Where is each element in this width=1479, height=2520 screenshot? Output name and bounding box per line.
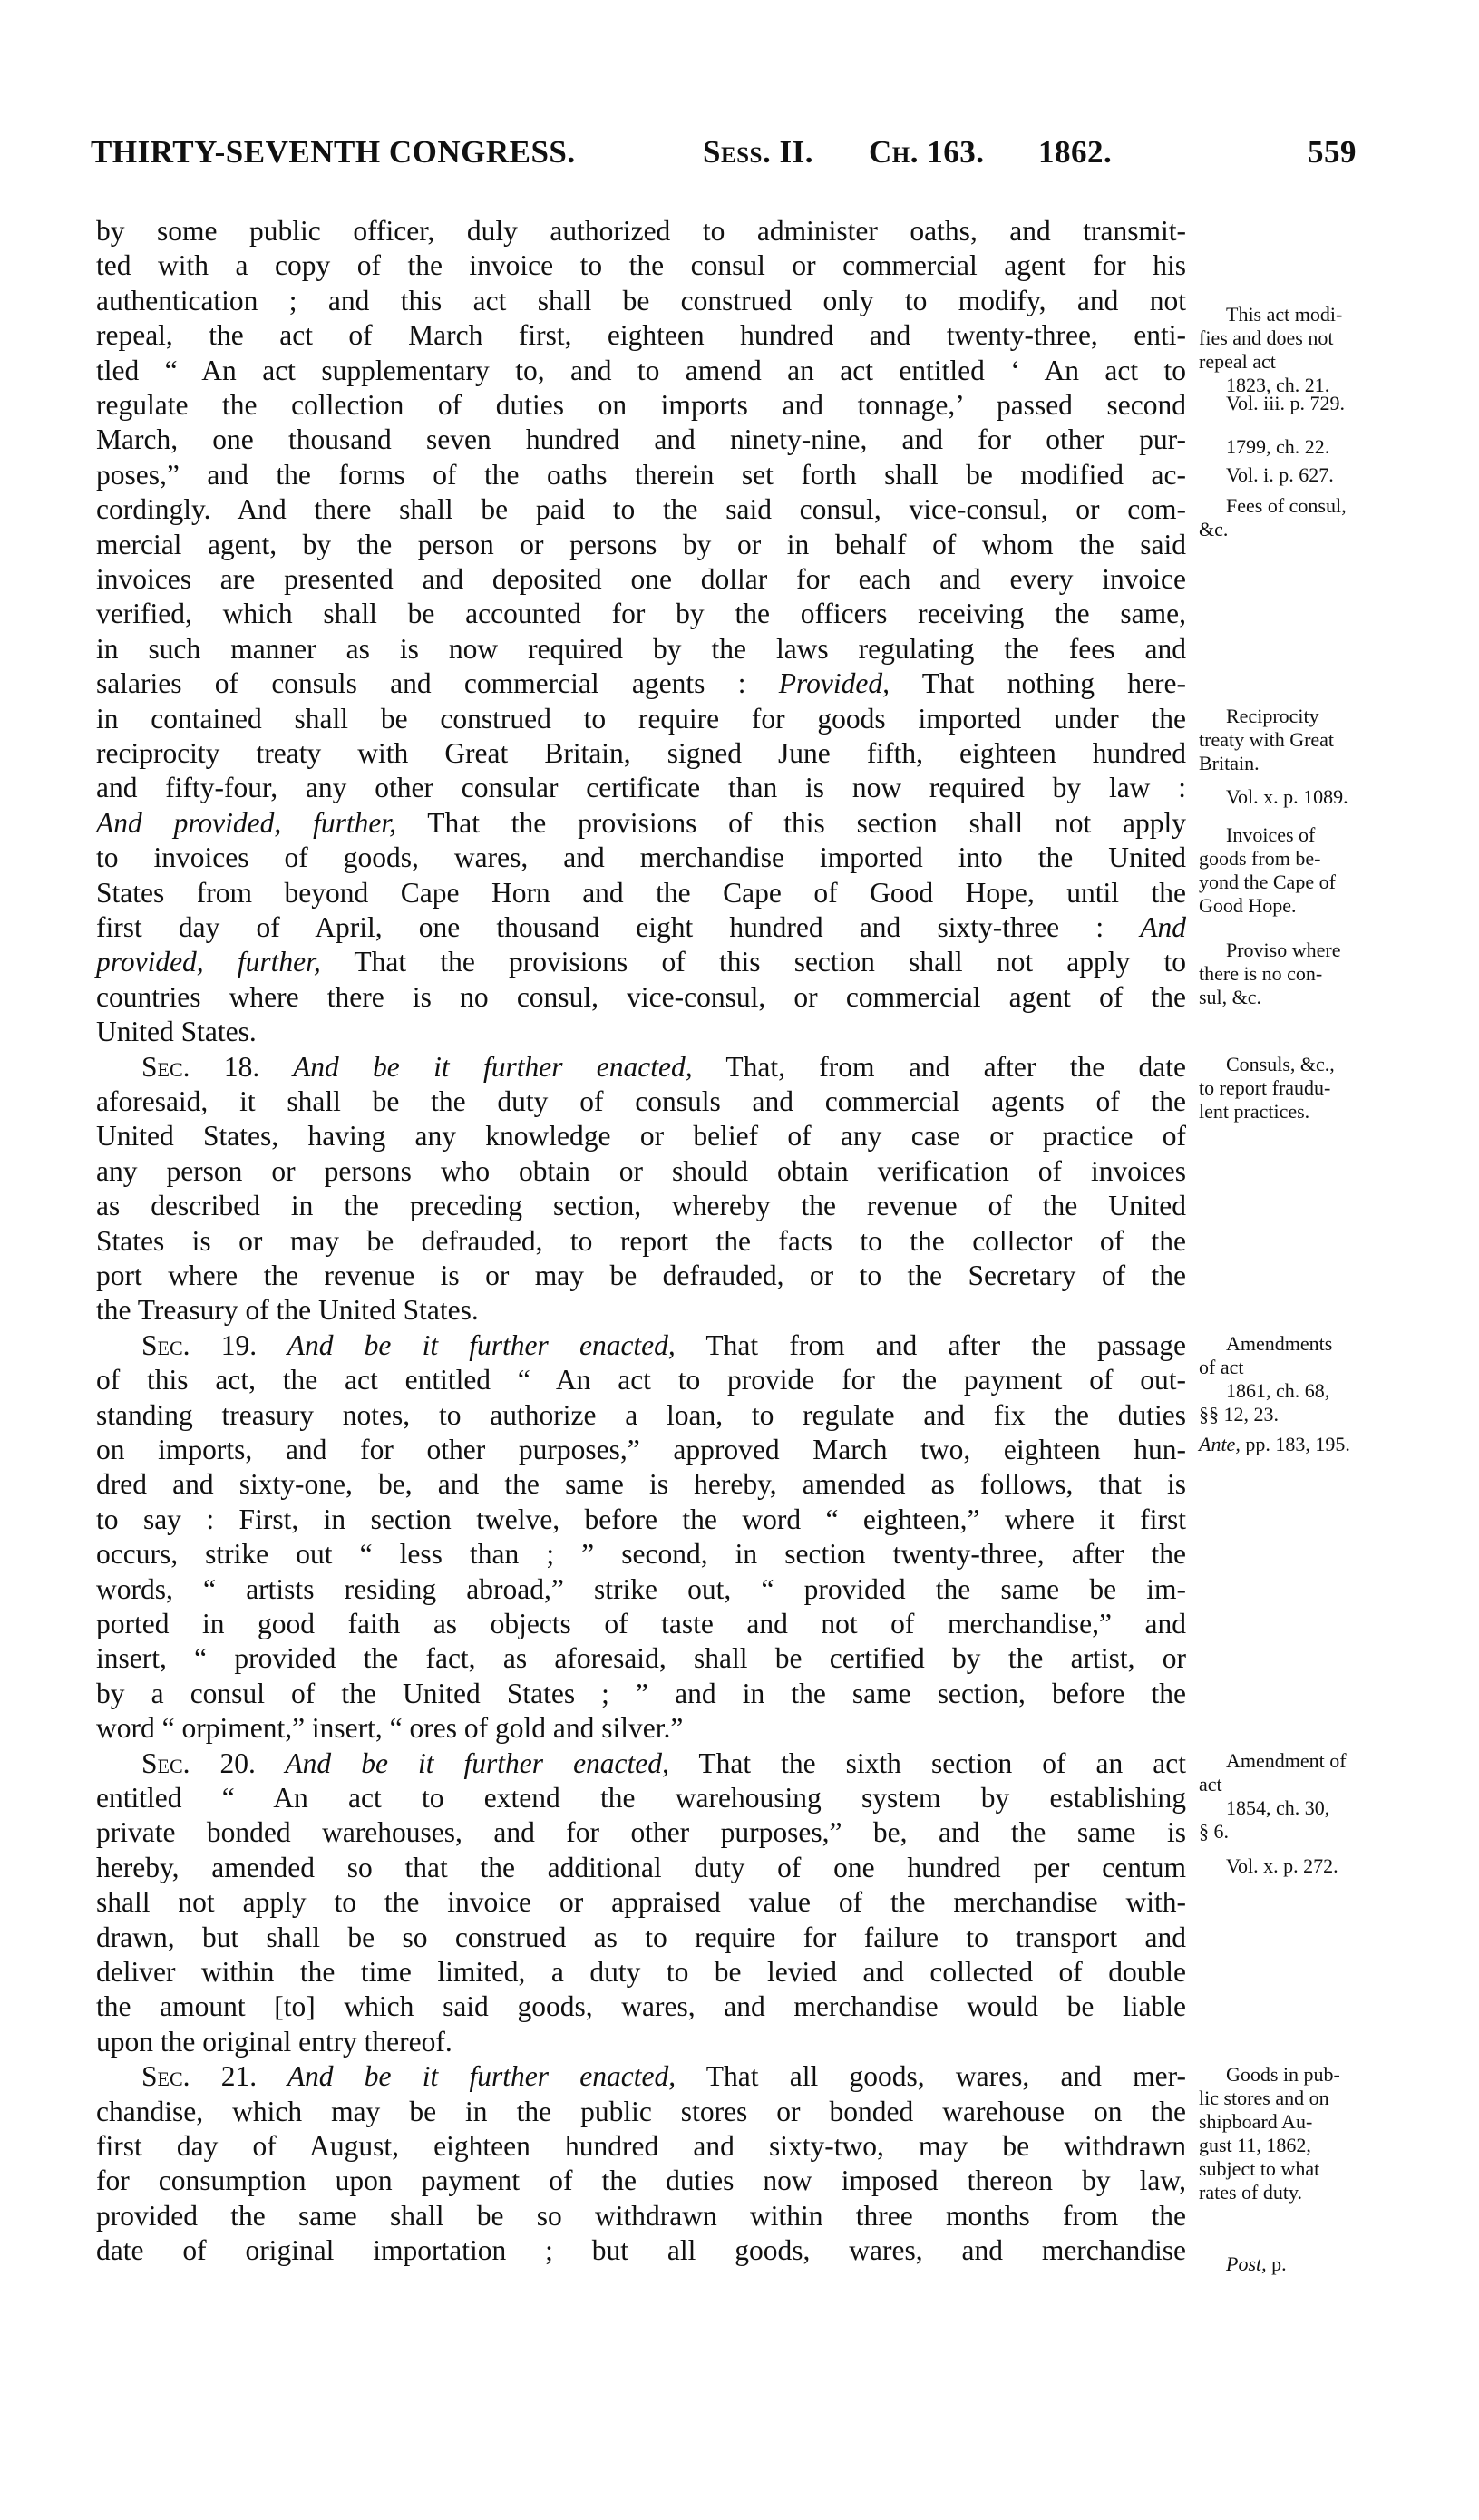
line-text: verified, which shall be accounted for by the officers receiving the same, [96, 598, 1186, 630]
line-text: That from and after the passage [675, 1328, 1186, 1361]
margin-text: fies and does not [1199, 326, 1334, 349]
margin-note-line [1199, 2157, 1319, 2181]
line-text: That the provisions of this section shall not apply to [320, 946, 1186, 978]
margin-text: sul, &c. [1199, 985, 1262, 1008]
margin-note-line [1199, 2087, 1329, 2110]
body-line [96, 1119, 1186, 1153]
line-text: hereby, amended so that the additional duty of one hundred per centum [96, 1851, 1186, 1883]
body-line [96, 980, 1186, 1015]
margin-note-line [1199, 1749, 1347, 1773]
margin-note-line [1199, 705, 1319, 728]
margin-text: 1799, ch. 22. [1226, 434, 1330, 458]
line-text: dred and sixty-one, be, and the same is hereby, amended as follows, that is [96, 1468, 1186, 1501]
margin-text: Vol. x. p. 1089. [1226, 784, 1348, 808]
body-line [96, 2199, 1186, 2233]
line-text: ted with a copy of the invoice to the consul or commercial agent for his [96, 249, 1186, 282]
margin-note-line [1199, 1403, 1279, 1426]
margin-note-line [1199, 785, 1348, 809]
margin-note-line [1199, 1854, 1338, 1878]
body-line [96, 1503, 1186, 1537]
italic-phrase: Provided, [778, 667, 890, 700]
margin-note-line [1199, 2134, 1311, 2157]
margin-text: Amendments [1226, 1331, 1333, 1355]
body-line [96, 1433, 1186, 1467]
margin-text: Good Hope. [1199, 894, 1297, 917]
line-text: by some public officer, duly authorized to administer oaths, and transmit- [96, 215, 1186, 247]
line-text: first day of April, one thousand eight hundred and sixty-three : [96, 911, 1141, 943]
line-text: and fifty-four, any other consular certificate than is now required by law : [96, 772, 1186, 804]
margin-note-line [1199, 1356, 1243, 1379]
line-text: That the sixth section of an act [668, 1746, 1187, 1779]
margin-text: shipboard Au- [1199, 2110, 1313, 2134]
line-text: the Treasury of the United States. [96, 1294, 479, 1327]
line-text: upon the original entry thereof. [96, 2025, 452, 2058]
line-text: in such manner as is now required by the laws regulating the fees and [96, 632, 1186, 665]
margin-text: lic stores and on [1199, 2087, 1329, 2110]
margin-text: lent practices. [1199, 1100, 1310, 1124]
margin-note-line [1199, 1796, 1329, 1820]
line-text: word “ orpiment,” insert, “ ores of gold and silver.” [96, 1712, 684, 1745]
margin-note-line [1199, 2181, 1302, 2204]
line-text: to say : First, in section twelve, before the word “ eighteen,” where it first [96, 1503, 1186, 1535]
line-text: insert, “ provided the fact, as aforesaid, shall be certified by the artist, or [96, 1642, 1186, 1675]
body-line [96, 1641, 1186, 1676]
body-line [96, 562, 1186, 597]
italic-phrase: And provided, further, [96, 806, 396, 839]
margin-note-line [1199, 871, 1336, 894]
line-text: of this act, the act entitled “ An act to provide for the payment of out- [96, 1364, 1186, 1396]
body-line [96, 1293, 1186, 1328]
body-line [96, 806, 1186, 841]
section-heading-line [96, 2059, 1186, 2094]
section-heading-line [96, 1746, 1186, 1781]
margin-text: yond the Cape of [1199, 871, 1336, 893]
body-line [96, 702, 1186, 736]
congress-title: THIRTY-SEVENTH CONGRESS. [91, 134, 576, 170]
italic-phrase: provided, further, [96, 946, 321, 978]
line-text: United States, having any knowledge or belief of any case or practice of [96, 1120, 1186, 1153]
margin-text: 1861, ch. 68, [1226, 1378, 1330, 1402]
line-text: countries where there is no consul, vice-consul, or commercial agent of the [96, 980, 1186, 1013]
body-line [96, 945, 1186, 979]
margin-text: Consuls, &c., [1226, 1053, 1335, 1076]
margin-text: Vol. i. p. 627. [1226, 462, 1334, 486]
body-line [96, 1085, 1186, 1119]
margin-note-line [1199, 2252, 1287, 2276]
body-line [96, 841, 1186, 875]
margin-note-line [1199, 1433, 1350, 1456]
margin-note-line [1199, 962, 1322, 986]
line-text: words, “ artists residing abroad,” strike out, “ provided the same be im- [96, 1572, 1186, 1605]
body-line [96, 1607, 1186, 1641]
italic-phrase: And [1140, 911, 1186, 943]
margin-text: of act [1199, 1355, 1244, 1378]
margin-note-line [1199, 728, 1334, 752]
body-line [96, 1467, 1186, 1502]
line-text: to invoices of goods, wares, and merchandise imported into the United [96, 842, 1186, 874]
margin-text: act [1199, 1773, 1222, 1796]
body-line [96, 1990, 1186, 2024]
margin-text: Vol. iii. p. 729. [1226, 391, 1346, 414]
body-line [96, 528, 1186, 562]
margin-text: Britain. [1199, 752, 1260, 775]
body-line [96, 1398, 1186, 1433]
line-text: reciprocity treaty with Great Britain, signed June fifth, eighteen hundred [96, 737, 1186, 769]
page-number: 559 [1308, 134, 1357, 170]
margin-text: Goods in pub- [1226, 2063, 1340, 2087]
body-line [96, 1572, 1186, 1607]
section-number: Sec. 19. [141, 1328, 258, 1361]
line-text: for consumption upon payment of the duties now imposed thereon by law, [96, 2165, 1186, 2197]
body-line [96, 354, 1186, 388]
margin-text: rates of duty. [1199, 2181, 1303, 2204]
body-line [96, 1921, 1186, 1955]
margin-text: Amendment of [1226, 1749, 1347, 1773]
margin-note-line [1199, 1379, 1329, 1403]
italic-phrase: And be it further enacted, [259, 1050, 693, 1083]
margin-text: Vol. x. p. 272. [1226, 1854, 1338, 1877]
italic-phrase: And be it further enacted, [255, 1746, 669, 1779]
margin-text: Invoices of [1226, 823, 1316, 846]
margin-note-line [1199, 435, 1329, 459]
line-text: States is or may be defrauded, to report the facts to the collector of the [96, 1224, 1186, 1257]
body-line [96, 876, 1186, 910]
margin-note-line [1199, 2110, 1312, 2134]
body-line [96, 2025, 1186, 2059]
margin-text: goods from be- [1199, 847, 1321, 870]
line-text: cordingly. And there shall be paid to the said consul, vice-consul, or com- [96, 493, 1186, 526]
line-text: poses,” and the forms of the oaths therein set forth shall be modified ac- [96, 458, 1186, 491]
body-line [96, 1711, 1186, 1746]
body-line [96, 2164, 1186, 2198]
line-text: regulate the collection of duties on imports and tonnage,’ passed second [96, 389, 1186, 421]
line-text: repeal, the act of March first, eighteen hundred and twenty-three, enti- [96, 319, 1186, 352]
body-line [96, 2233, 1186, 2268]
body-line [96, 214, 1186, 248]
body-line [96, 492, 1186, 527]
margin-note-line [1199, 986, 1261, 1009]
body-line [96, 1851, 1186, 1885]
line-text: drawn, but shall be so construed as to require for failure to transport and [96, 1921, 1186, 1953]
margin-text: § 6. [1199, 1820, 1229, 1844]
margin-text: repeal act [1199, 349, 1276, 373]
margin-note-line [1199, 350, 1276, 374]
line-text: by a consul of the United States ; ” and in the same section, before the [96, 1677, 1186, 1709]
section-number: Sec. 21. [141, 2060, 258, 2093]
body-line [96, 1885, 1186, 1920]
body-line [96, 666, 1186, 701]
line-text: United States. [96, 1016, 257, 1048]
margin-note-line [1199, 1332, 1332, 1356]
italic-phrase: And be it further enacted, [257, 2060, 676, 2093]
margin-text: 1823, ch. 21. [1226, 373, 1330, 396]
margin-text: Fees of consul, [1226, 494, 1347, 518]
line-text: entitled “ An act to extend the warehousing system by establishing [96, 1782, 1186, 1814]
body-line [96, 736, 1186, 771]
line-text: any person or persons who obtain or should obtain verification of invoices [96, 1154, 1186, 1187]
body-line [96, 910, 1186, 945]
section-heading-line [96, 1328, 1186, 1363]
margin-note-line [1199, 518, 1228, 541]
margin-note-line [1199, 2063, 1340, 2087]
section-number: Sec. 20. [141, 1746, 256, 1779]
line-text: That the provisions of this section shall not apply [395, 806, 1186, 839]
chapter-label: Ch. 163. [869, 134, 985, 170]
line-text: as described in the preceding section, whereby the revenue of the United [96, 1190, 1186, 1222]
line-text: chandise, which may be in the public stores or bonded warehouse on the [96, 2095, 1186, 2127]
body-line [96, 1259, 1186, 1293]
margin-text: §§ 12, 23. [1199, 1402, 1279, 1425]
margin-text: p. [1266, 2252, 1287, 2276]
margin-note-line [1199, 939, 1340, 962]
margin-italic: Post, [1226, 2252, 1267, 2276]
body-line [96, 318, 1186, 353]
body-line [96, 1015, 1186, 1049]
line-text: March, one thousand seven hundred and ninety-nine, and for other pur- [96, 423, 1186, 456]
body-line [96, 771, 1186, 805]
body-line [96, 597, 1186, 631]
margin-text: to report fraudu- [1199, 1076, 1331, 1100]
line-text: provided the same shall be so withdrawn within three months from the [96, 2199, 1186, 2232]
line-text: That all goods, wares, and mer- [676, 2060, 1187, 2093]
line-text: private bonded warehouses, and for other purposes,” be, and the same is [96, 1816, 1186, 1849]
line-text: That nothing here- [889, 667, 1186, 700]
margin-note-line [1199, 823, 1315, 847]
line-text: That, from and after the date [692, 1050, 1186, 1083]
line-text: tled “ An act supplementary to, and to amend an act entitled ‘ An act to [96, 354, 1186, 386]
body-line [96, 2129, 1186, 2164]
line-text: on imports, and for other purposes,” approved March two, eighteen hun- [96, 1434, 1186, 1465]
line-text: salaries of consuls and commercial agents : [96, 667, 779, 700]
body-line [96, 632, 1186, 666]
section-number: Sec. 18. [141, 1050, 260, 1083]
margin-text: This act modi- [1226, 302, 1343, 326]
body-line [96, 1677, 1186, 1711]
margin-text: 1854, ch. 30, [1226, 1796, 1330, 1820]
margin-note-line [1199, 1053, 1335, 1076]
margin-note-line [1199, 303, 1342, 326]
line-text: the amount [to] which said goods, wares, and merchandise would be liable [96, 1990, 1186, 2023]
body-line [96, 1537, 1186, 1571]
body-line [96, 388, 1186, 423]
line-text: authentication ; and this act shall be construed only to modify, and not [96, 284, 1186, 316]
margin-text: pp. 183, 195. [1240, 1433, 1350, 1455]
line-text: date of original importation ; but all goods, wares, and merchandise [96, 2234, 1186, 2267]
margin-note-line [1199, 392, 1345, 415]
margin-text: gust 11, 1862, [1199, 2134, 1311, 2157]
line-text: aforesaid, it shall be the duty of consuls and commercial agents of the [96, 1085, 1186, 1117]
body-line [96, 1363, 1186, 1397]
body-line [96, 1815, 1186, 1850]
line-text: ported in good faith as objects of taste and not of merchandise,” and [96, 1608, 1186, 1639]
margin-text: Reciprocity [1226, 705, 1319, 728]
margin-note-line [1199, 894, 1297, 918]
body-line [96, 2095, 1186, 2129]
session-label: Sess. II. [703, 134, 813, 170]
year-label: 1862. [1038, 134, 1113, 170]
line-text: shall not apply to the invoice or appraised value of the merchandise with- [96, 1886, 1186, 1919]
margin-text: there is no con- [1199, 961, 1323, 985]
body-line [96, 1955, 1186, 1990]
margin-text: subject to what [1199, 2157, 1320, 2181]
italic-phrase: And be it further enacted, [257, 1328, 676, 1361]
body-line [96, 1189, 1186, 1223]
margin-note-line [1199, 463, 1334, 487]
line-text: in contained shall be construed to require for goods imported under the [96, 702, 1186, 735]
margin-note-line [1199, 1100, 1309, 1124]
line-text: port where the revenue is or may be defrauded, or to the Secretary of the [96, 1260, 1186, 1291]
margin-text: &c. [1199, 518, 1229, 541]
line-text: invoices are presented and deposited one dollar for each and every invoice [96, 563, 1186, 595]
line-text: deliver within the time limited, a duty to be levied and collected of double [96, 1956, 1186, 1988]
body-line [96, 284, 1186, 318]
margin-note-line [1199, 1820, 1229, 1844]
section-heading-line [96, 1050, 1186, 1085]
body-line [96, 1154, 1186, 1189]
line-text: first day of August, eighteen hundred and sixty-two, may be withdrawn [96, 2130, 1186, 2162]
margin-note-line [1199, 326, 1333, 350]
margin-note-line [1199, 1076, 1330, 1100]
body-line [96, 1224, 1186, 1259]
margin-note-line [1199, 752, 1260, 775]
margin-italic: Ante, [1199, 1433, 1241, 1455]
body-line [96, 1781, 1186, 1815]
margin-text: treaty with Great [1199, 728, 1335, 752]
margin-note-line [1199, 494, 1347, 518]
line-text: States from beyond Cape Horn and the Cape of Good Hope, until the [96, 876, 1186, 909]
running-header [91, 134, 1357, 178]
body-line [96, 458, 1186, 492]
body-line [96, 248, 1186, 283]
line-text: mercial agent, by the person or persons by or in behalf of whom the said [96, 528, 1186, 560]
margin-text: Proviso where [1226, 938, 1341, 961]
body-line [96, 423, 1186, 457]
line-text: occurs, strike out “ less than ; ” second, in section twenty-three, after the [96, 1538, 1186, 1571]
margin-note-line [1199, 847, 1320, 871]
line-text: standing treasury notes, to authorize a loan, to regulate and fix the duties [96, 1398, 1186, 1431]
margin-note-line [1199, 1773, 1222, 1796]
